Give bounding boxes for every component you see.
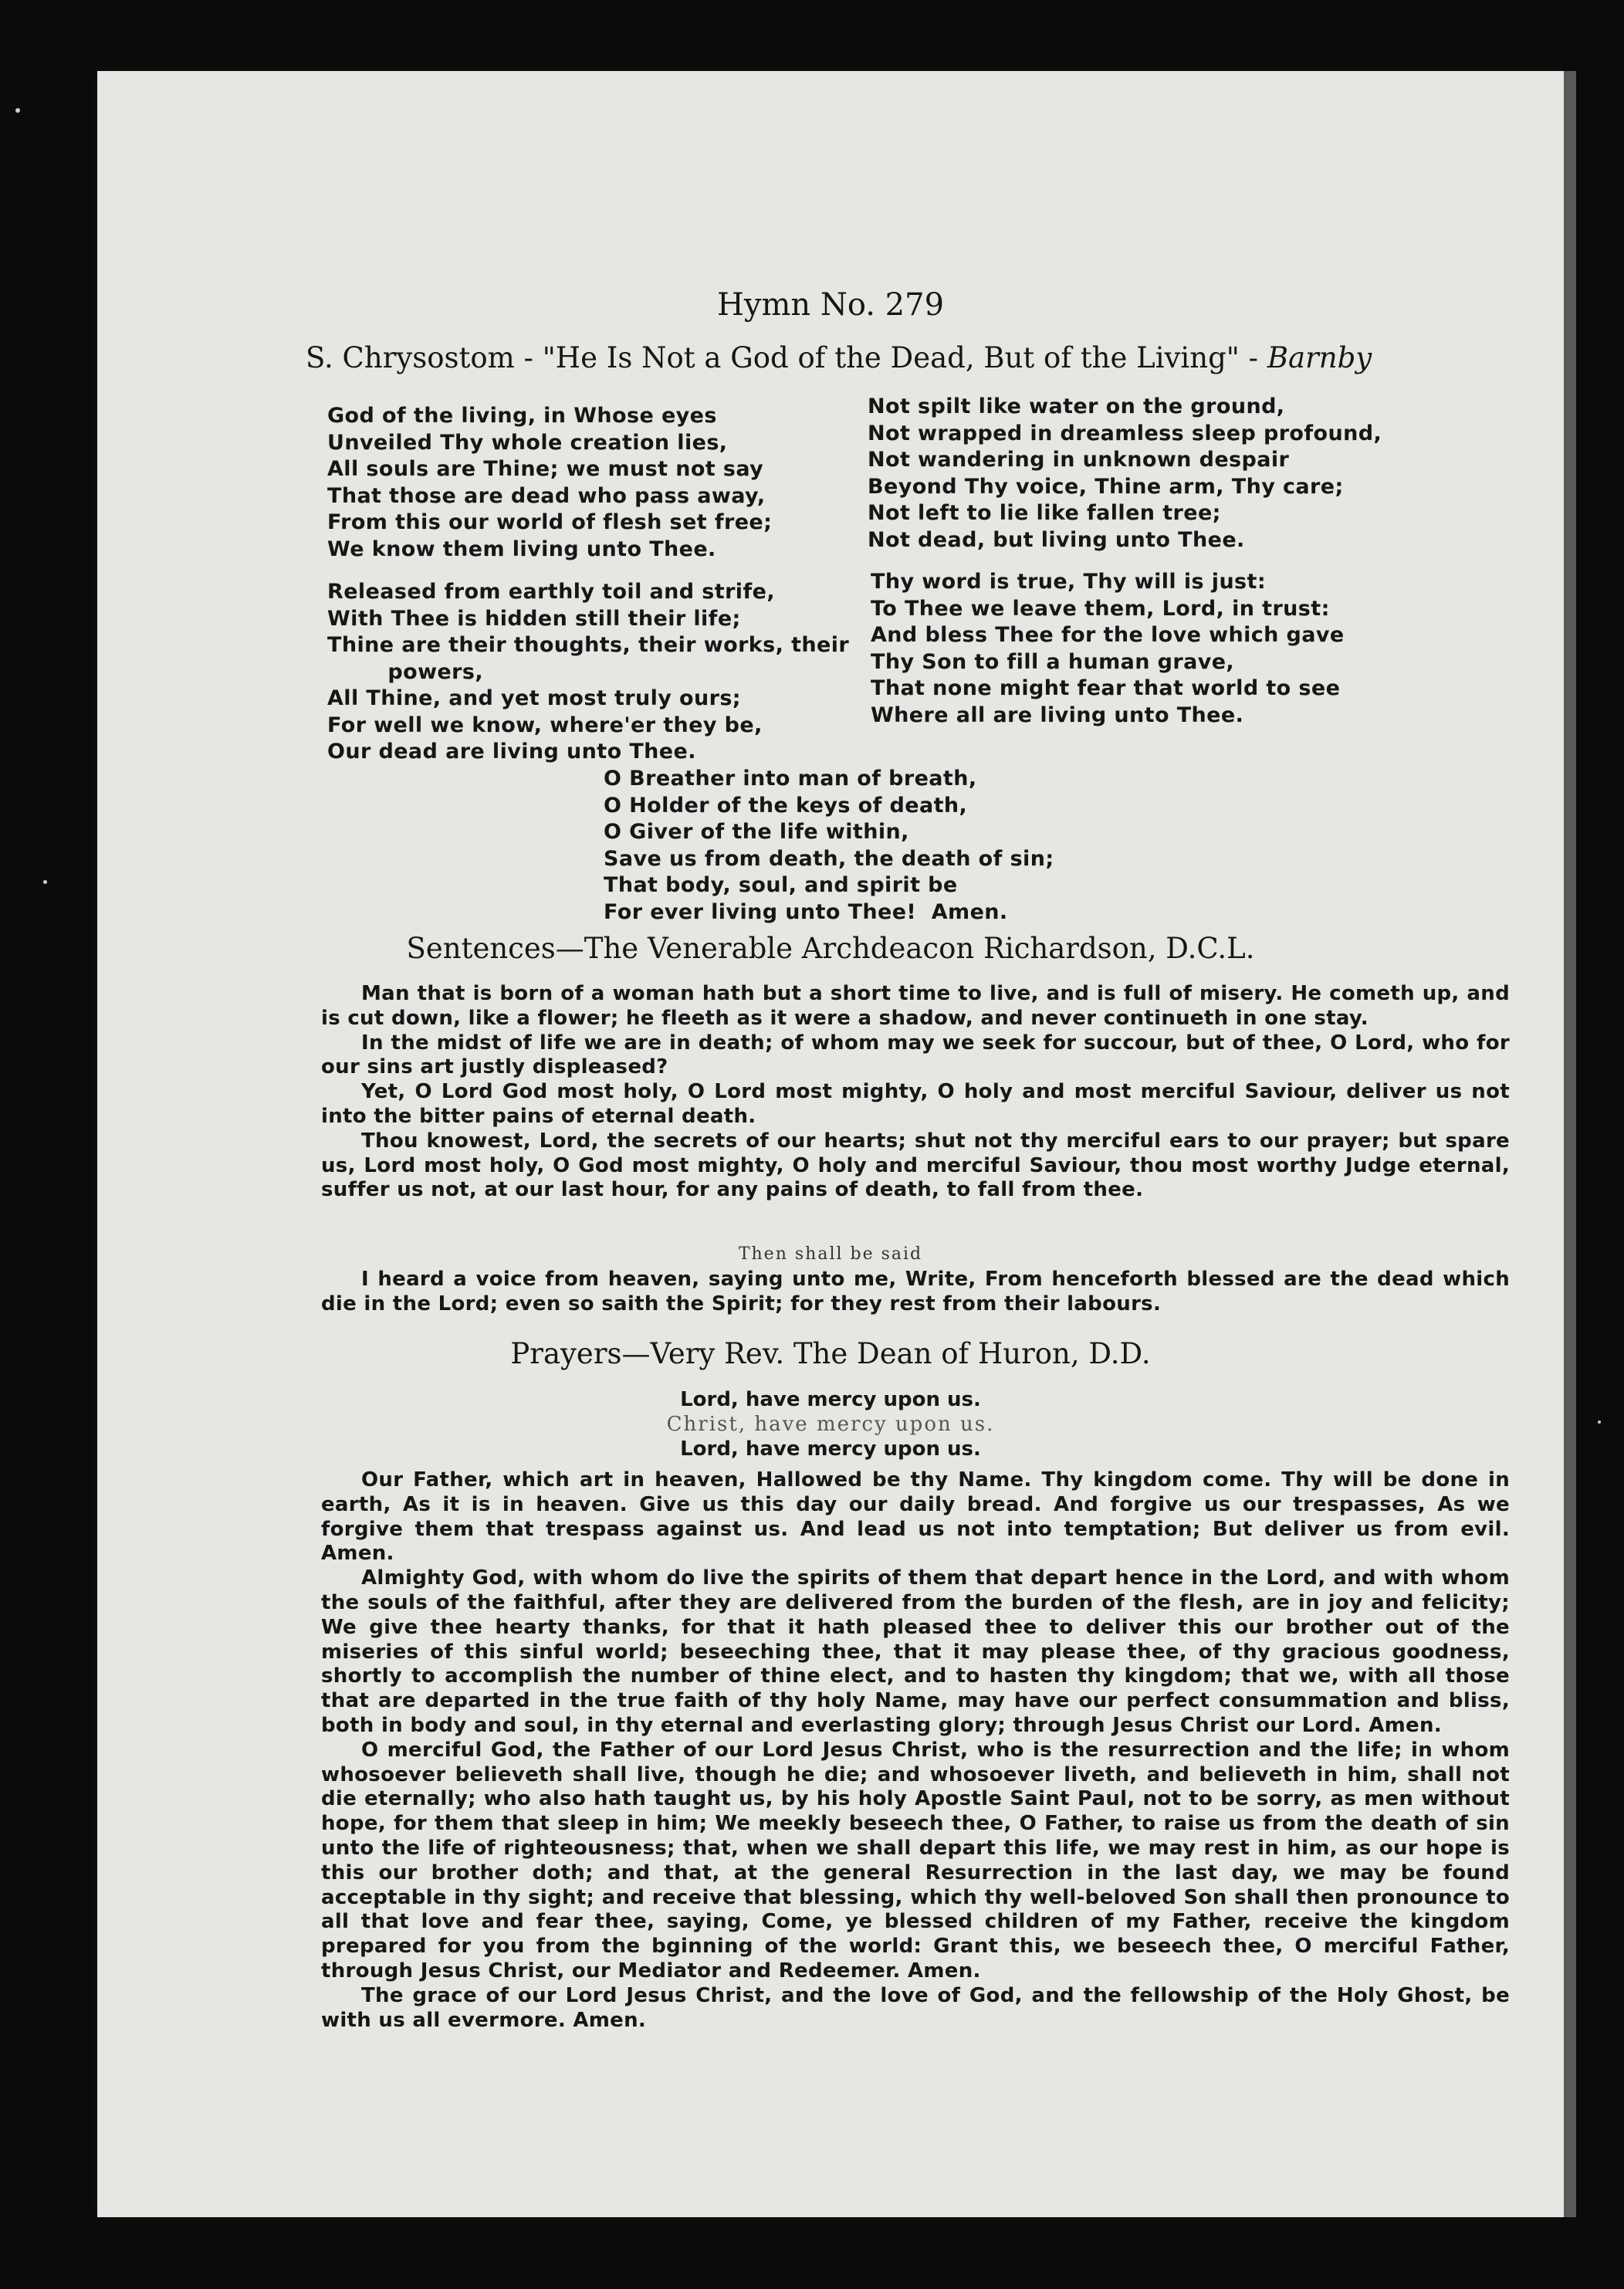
scan-speck <box>43 880 47 884</box>
sentences-block <box>321 982 1510 1203</box>
hymn-verse-3: Not spilt like water on the ground, Not wrapped in dreamless sleep profound, Not wandering in unknown despair Beyond Thy voice, Thine arm, Thy care; Not left to lie like fallen tree; Not dead, but living unto Thee. <box>868 394 1382 552</box>
kyrie-line-2 <box>97 1412 1564 1437</box>
hymn-verse-2: Released from earthly toil and strife, With Thee is hidden still their life; Thine are their thoughts, their works, their powers, All Thine, and yet most truly ours; For well we know, where'er they be, Our dead are living unto Thee. <box>327 580 850 764</box>
page-edge-shadow <box>1564 71 1576 2217</box>
prayers-block <box>321 1468 1510 2033</box>
scan-speck <box>15 108 20 113</box>
hymn-title: Hymn No. 279 <box>716 287 945 323</box>
prayer-paragraph: Almighty God, with whom do live the spirits of them that depart hence in the Lord, and with whom the souls of the faithful, after they are delivered from the burden of the flesh, are in joy and felicity; We give thee hearty thanks, for that it hath pleased thee to deliver this our brother out of the miseries of this sinful world; beseeching thee, that it may please thee, of thy gracious goodness, shortly to accomplish the number of thine elect, and to hasten thy kingdom; that we, with all those that are departed in the true faith of thy holy Name, may have our perfect consummation and bliss, both in body and soul, in thy eternal and everlasting glory; through Jesus Christ our Lord. Amen. <box>321 1566 1510 1737</box>
prayer-paragraph: Our Father, which art in heaven, Hallowed be thy Name. Thy kingdom come. Thy will be done in earth, As it is in heaven. Give us this day our daily bread. And forgive us our trespasses, As we forgive them that trespass against us. And lead us not into temptation; But deliver us from evil. Amen. <box>321 1468 1510 1566</box>
kyrie-line-1: Lord, have mercy upon us. <box>680 1388 981 1411</box>
program-page <box>97 71 1564 2217</box>
hymn-verse-4: Thy word is true, Thy will is just: To Thee we leave them, Lord, in trust: And bless Thee for the love which gave Thy Son to fill a human grave, That none might fear that world to see Where all are living unto Thee. <box>871 570 1345 727</box>
sentence-paragraph: Yet, O Lord God most holy, O Lord most mighty, O holy and most merciful Saviour, deliver us not into the bitter pains of eternal death. <box>321 1080 1510 1128</box>
scan-speck <box>1598 1420 1601 1424</box>
kyrie-line-3: Lord, have mercy upon us. <box>680 1437 981 1461</box>
kyrie-line-2-text: Christ, have mercy upon us. <box>666 1413 995 1436</box>
hymn-verse-5: O Breather into man of breath, O Holder of the keys of death, O Giver of the life within, Save us from death, the death of sin; That body, soul, and spirit be For ever living unto Thee! Amen. <box>604 767 1054 924</box>
rubric-then-shall-be-said: Then shall be said <box>738 1244 923 1264</box>
sentence-paragraph: In the midst of life we are in death; of whom may we seek for succour, but of thee, O Lord, who for our sins art justly displeased? <box>321 1031 1510 1079</box>
prayer-paragraph: The grace of our Lord Jesus Christ, and the love of God, and the fellowship of the Holy Ghost, be with us all evermore. Amen. <box>321 1983 1510 2032</box>
hymn-composer: Barnby <box>1267 341 1372 374</box>
hymn-tune-line <box>306 341 1463 374</box>
sentence-paragraph: I heard a voice from heaven, saying unto me, Write, From henceforth blessed are the dead which die in the Lord; even so saith the Spirit; for they rest from their labours. <box>321 1268 1510 1315</box>
sentence-paragraph: Thou knowest, Lord, the secrets of our hearts; shut not thy merciful ears to our prayer; but spare us, Lord most holy, O God most mighty, O holy and merciful Saviour, thou most worthy Judge eternal, suffer us not, at our last hour, for any pains of death, to fall from thee. <box>321 1129 1510 1202</box>
hymn-tune-text: S. Chrysostom - "He Is Not a God of the Dead, But of the Living" - <box>306 341 1259 374</box>
sentence-final-block <box>321 1268 1510 1317</box>
sentences-heading: Sentences—The Venerable Archdeacon Richardson, D.C.L. <box>406 932 1255 965</box>
sentence-paragraph: Man that is born of a woman hath but a short time to live, and is full of misery. He cometh up, and is cut down, like a flower; he fleeth as it were a shadow, and never continueth in one stay. <box>321 982 1510 1030</box>
prayer-paragraph: O merciful God, the Father of our Lord Jesus Christ, who is the resurrection and the life; in whom whosoever believeth shall live, though he die; and whosoever liveth, and believeth in him, shall not die eternally; who also hath taught us, by his holy Apostle Saint Paul, not to be sorry, as men without hope, for them that sleep in him; We meekly beseech thee, O Father, to raise us from the death of sin unto the life of righteousness; that, when we shall depart this life, we may rest in him, as our hope is this our brother doth; and that, at the general Resurrection in the last day, we may be found acceptable in thy sight; and receive that blessing, which thy well-beloved Son shall then pronounce to all that love and fear thee, saying, Come, ye blessed children of my Father, receive the kingdom prepared for you from the bginning of the world: Grant this, we beseech thee, O merciful Father, through Jesus Christ, our Mediator and Redeemer. Amen. <box>321 1738 1510 1983</box>
hymn-verse-1: God of the living, in Whose eyes Unveiled Thy whole creation lies, All souls are Thine; we must not say That those are dead who pass away, From this our world of flesh set free; We know them living unto Thee. <box>327 404 773 561</box>
prayers-heading: Prayers—Very Rev. The Dean of Huron, D.D. <box>510 1337 1151 1370</box>
